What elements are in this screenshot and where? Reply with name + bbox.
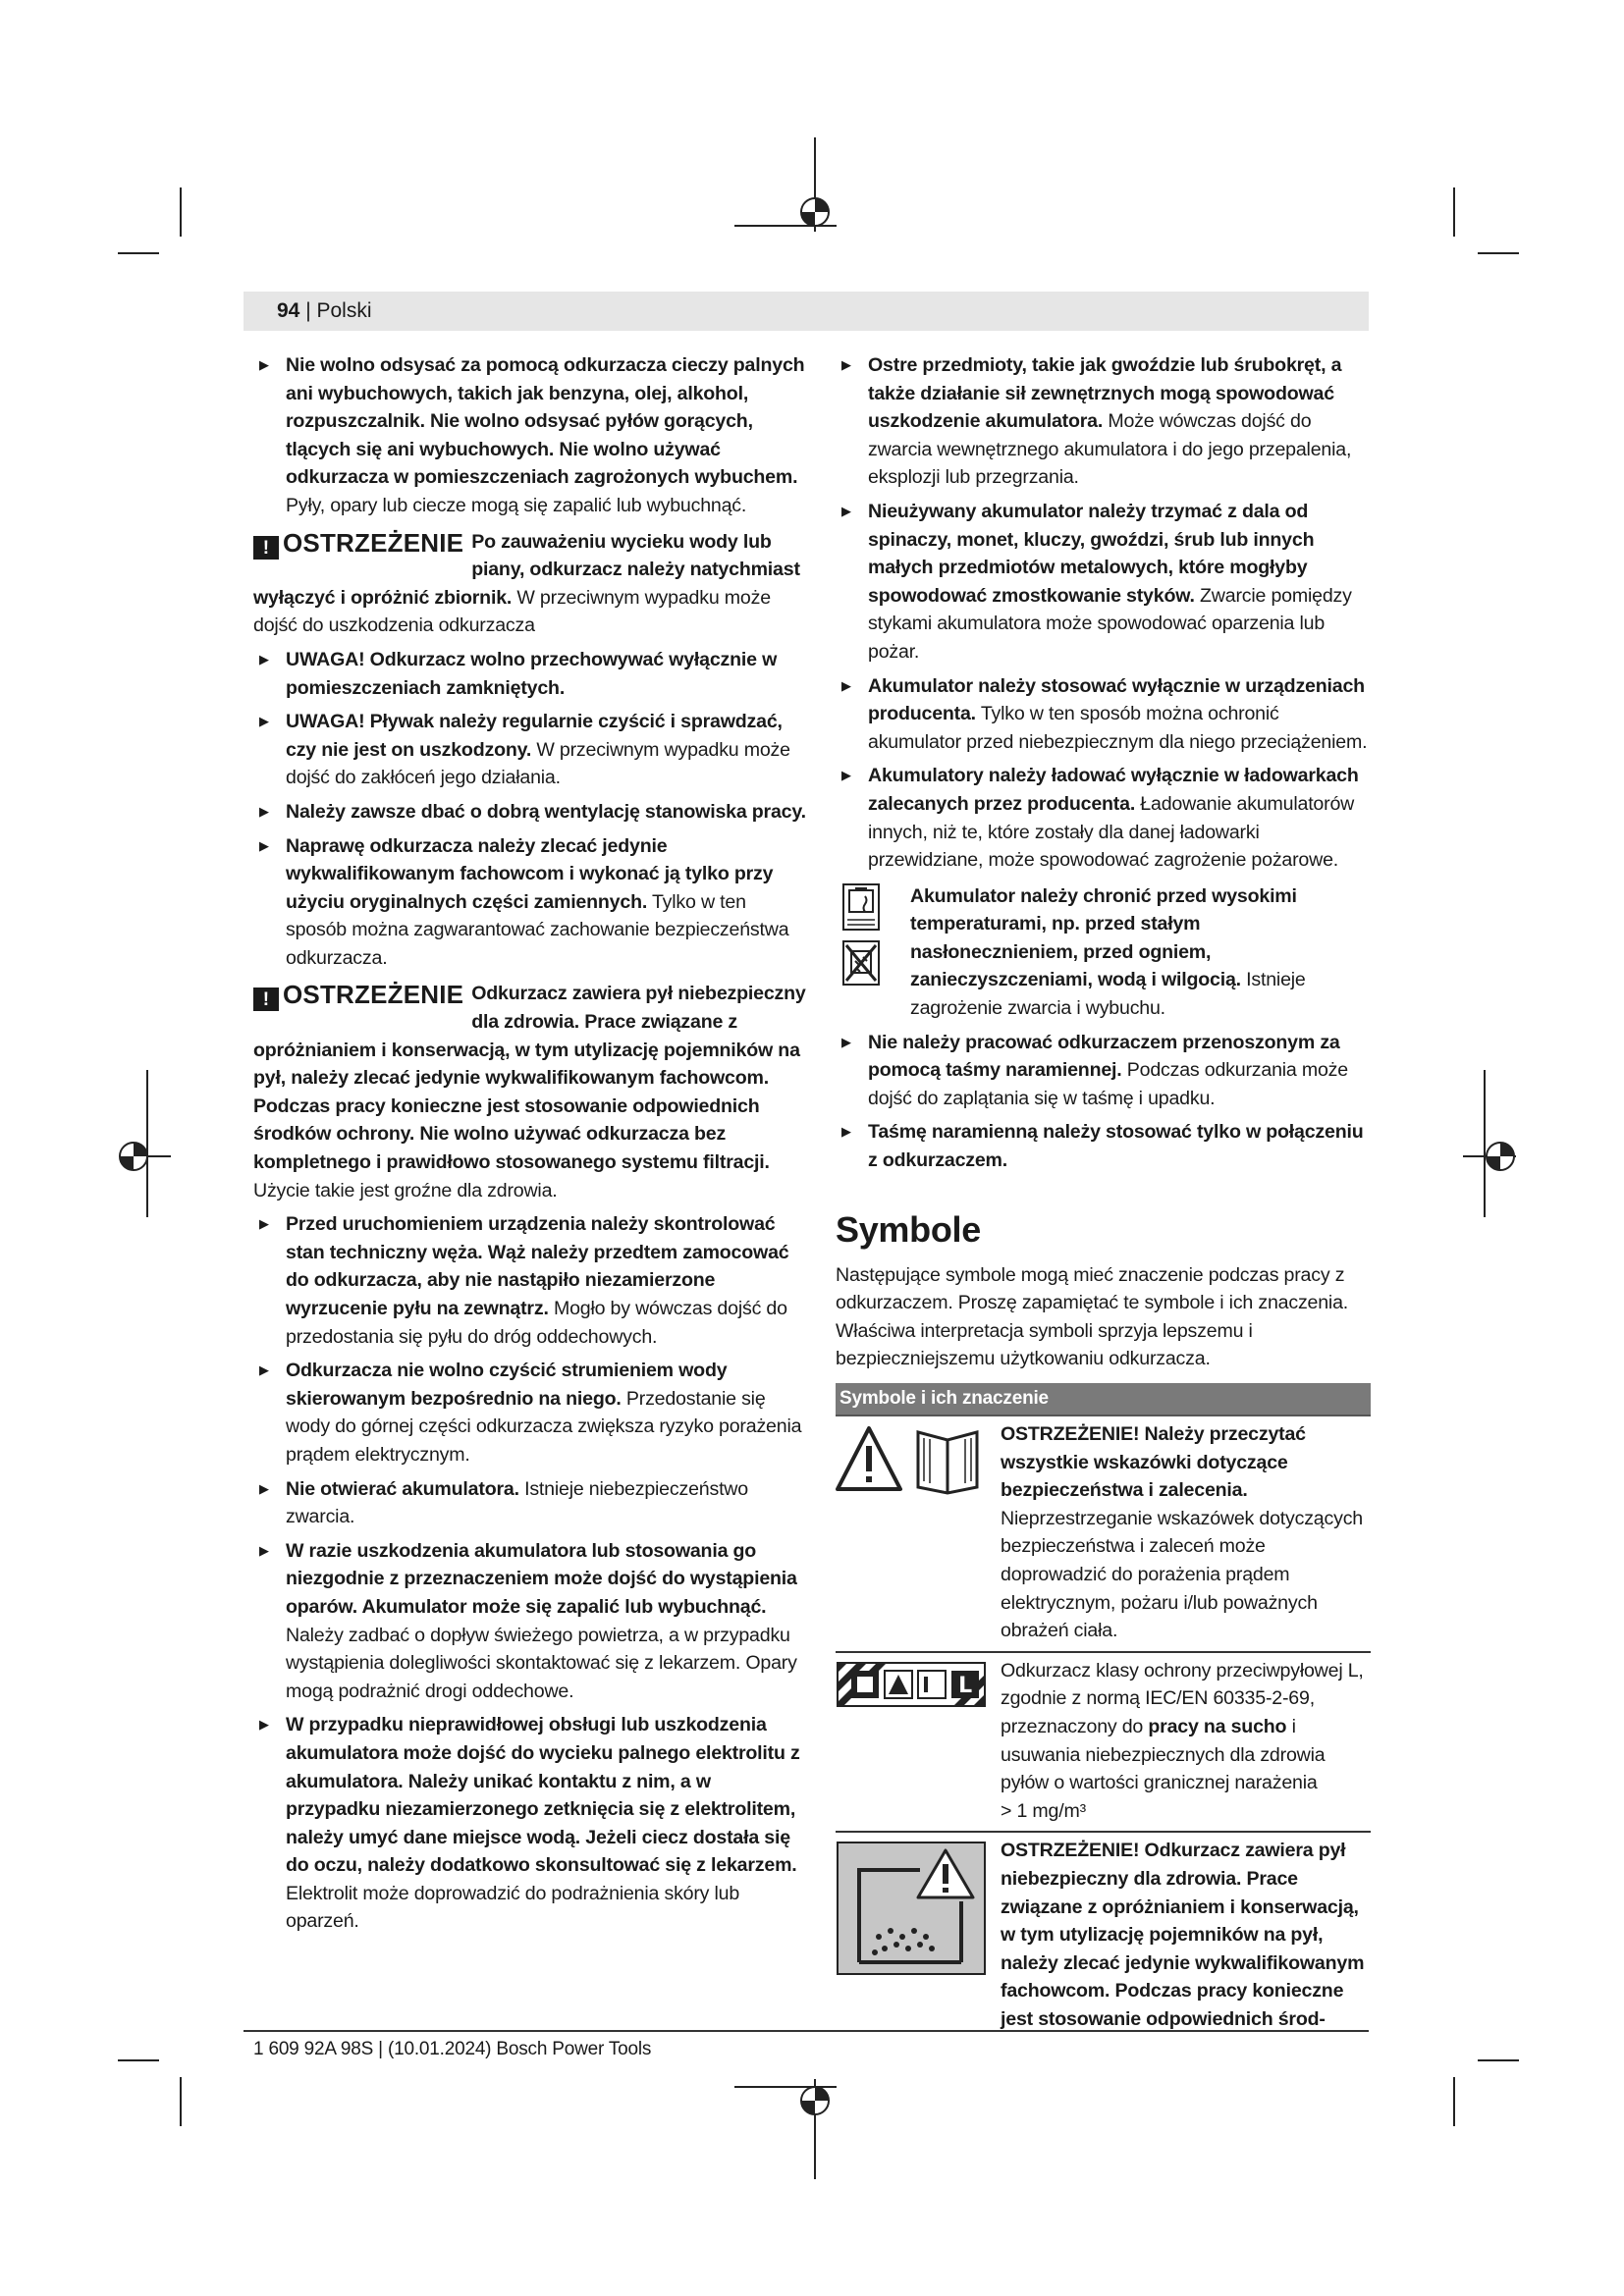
symbol-row (836, 1833, 1371, 2039)
safety-bullet: ▶ UWAGA! Pływak należy regularnie czyścić i sprawdzać, czy nie jest on uszkodzony. W przeciwnym wypadku może dojść do zakłóceń jego działania. (253, 708, 807, 792)
crop-mark (1453, 2077, 1455, 2126)
battery-heat-icon (841, 882, 881, 932)
registration-mark-left (110, 1070, 179, 1247)
symbols-table (836, 1383, 1371, 2039)
warning-triangle-icon: ! (253, 988, 279, 1011)
safety-bullet: ▶ Nie wolno odsysać za pomocą odkurzacza cieczy palnych ani wybuchowych, takich jak benzyna, olej, alkohol, rozpuszczalnik. Nie wolno odsysać pyłów gorących, tlących się ani wybuchowych. Nie wolno używać odkurzacza w pomieszczeniach zagrożonych wybuchem. Pyły, opary lub ciecze mogą się zapalić lub wybuchnąć. (253, 351, 807, 520)
dust-class-letter: L (958, 1673, 972, 1698)
safety-bullet: ▶ Nieużywany akumulator należy trzymać z dala od spinaczy, monet, kluczy, gwoździ, śrub lub innych małych przedmiotów metalowych, które mogłyby spowodować zmostkowanie styków. Zwarcie pomiędzy stykami akumulatora może spowodować oparzenia lub pożar. (836, 498, 1371, 667)
section-title: Symbole (836, 1208, 981, 1250)
safety-bullet: ▶ Nie należy pracować odkurzaczem przenoszonym za pomocą taśmy naramiennej. Podczas odkurzania może dojść do zaplątania się w taśmę i upadku. (836, 1029, 1371, 1113)
symbols-table-header: Symbole i ich znaczenie (836, 1383, 1371, 1416)
battery-no-water-icon (841, 939, 881, 987)
symbol-description: Odkurzacz klasy ochrony przeciwpyłowej L, zgodnie z normą IEC/EN 60335-2-69, przeznaczony do pracy na sucho i usuwania niebezpiecznych dla zdrowia pyłów o wartości granicznej narażenia > 1 mg/m³ (1001, 1657, 1371, 1826)
hazardous-dust-icon (836, 1837, 1001, 2033)
registration-mark-bottom (727, 2071, 903, 2179)
warning-block: ! OSTRZEŻENIE Po zauważeniu wycieku wody lub piany, odkurzacz należy natychmiast wyłączyć i opróżnić zbiornik. W przeciwnym wypadku może dojść do uszkodzenia odkurzacza (253, 527, 800, 637)
safety-bullet: ▶ Naprawę odkurzacza należy zlecać jedynie wykwalifikowanym fachowcom i wykonać ją tylko przy użyciu oryginalnych części zamiennych. Tylko w ten sposób można zagwarantować zachowanie bezpieczeństwa odkurzacza. (253, 832, 807, 973)
warning-label: ! OSTRZEŻENIE (253, 980, 463, 1011)
footer-divider (244, 2030, 1369, 2032)
safety-bullet: ▶ Taśmę naramienną należy stosować tylko w połączeniu z odkurzaczem. (836, 1118, 1371, 1174)
safety-bullet: ▶ W razie uszkodzenia akumulatora lub stosowania go niezgodnie z przeznaczeniem może dojść do wystąpienia oparów. Akumulator może się zapalić lub wybuchnąć. Należy zadbać o dopływ świeżego powietrza, a w przypadku wystąpienia dolegliwości skontaktować się z lekarzem. Opary mogą podrażnić drogi oddechowe. (253, 1537, 807, 1706)
crop-mark (118, 2059, 159, 2061)
safety-bullet: ▶ W przypadku nieprawidłowej obsługi lub uszkodzenia akumulatora może dojść do wycieku palnego elektrolitu z akumulatora. Należy unikać kontaktu z nim, a w przypadku niezamierzonego zetknięcia się z elektrolitem, należy umyć dane miejsce wodą. Jeżeli ciecz dostała się do oczu, należy dodatkowo skonsultować się z lekarzem. Elektrolit może doprowadzić do podrażnienia skóry lub oparzeń. (253, 1711, 807, 1936)
crop-mark (180, 187, 182, 237)
safety-bullet: ▶ Nie otwierać akumulatora. Istnieje niebezpieczeństwo zwarcia. (253, 1475, 807, 1531)
right-column (836, 351, 1371, 2039)
warning-triangle-icon: ! (253, 536, 279, 560)
safety-bullet: ▶ Należy zawsze dbać o dobrą wentylację stanowiska pracy. (253, 798, 807, 827)
symbol-row (836, 1416, 1371, 1653)
registration-mark-top (727, 137, 903, 245)
symbol-description: OSTRZEŻENIE! Odkurzacz zawiera pył niebezpieczny dla zdrowia. Prace związane z opróżnianiem i konserwacją, w tym utylizację pojemników na pył, należy zlecać jedynie wykwalifikowanym fachowcom. Podczas pracy konieczne jest stosowanie odpowiednich środ- (1001, 1840, 1365, 2030)
crop-mark (180, 2077, 182, 2126)
safety-bullet: ▶ Akumulator należy stosować wyłącznie w urządzeniach producenta. Tylko w ten sposób można ochronić akumulator przed niebezpiecznym dla niego przeciążeniem. (836, 672, 1371, 757)
page-number: 94 (277, 299, 300, 322)
page-footer: 1 609 92A 98S | (10.01.2024) Bosch Power Tools (253, 2039, 652, 2059)
safety-bullet: ▶ UWAGA! Odkurzacz wolno przechowywać wyłącznie w pomieszczeniach zamkniętych. (253, 646, 807, 702)
symbols-intro: Następujące symbole mogą mieć znaczenie podczas pracy z odkurzaczem. Proszę zapamiętać te symbole i ich znaczenia. Właściwa interpretacja symboli sprzyja lepszemu i bezpieczniejszemu użytkowaniu odkurzacza. (836, 1263, 1349, 1370)
battery-icons (836, 882, 885, 1023)
warning-read-manual-icon (836, 1420, 1001, 1645)
crop-mark (1453, 187, 1455, 237)
battery-protection-note (836, 882, 1371, 1023)
crop-mark (1478, 252, 1519, 254)
exposure-limit: > 1 mg/m³ (1001, 1799, 1086, 1822)
battery-note-text: Akumulator należy chronić przed wysokimi temperaturami, np. przed stałym nasłonecznieniem, przed ogniem, zanieczyszczeniami, wodą i wilgocią. Istnieje zagrożenie zwarcia i wybuchu. (910, 884, 1306, 1020)
symbol-row (836, 1653, 1371, 1834)
safety-bullet: ▶ Odkurzacza nie wolno czyścić strumieniem wody skierowanym bezpośrednio na niego. Przedostanie się wody do górnej części odkurzacza zwiększa ryzyko porażenia prądem elektrycznym. (253, 1357, 807, 1468)
left-column (253, 351, 807, 1942)
page-header: 94 | Polski (244, 292, 1369, 331)
safety-bullet: ▶ Akumulatory należy ładować wyłącznie w ładowarkach zalecanych przez producenta. Ładowanie akumulatorów innych, niż te, które zostały dla danej ładowarki przewidziane, może spowodować zagrożenie pożarowe. (836, 762, 1371, 874)
warning-block: ! OSTRZEŻENIE Odkurzacz zawiera pył niebezpieczny dla zdrowia. Prace związane z opróżnianiem i konserwacją, w tym utylizację pojemników na pył, należy zlecać jedynie wykwalifikowanym fachowcom. Podczas pracy konieczne jest stosowanie odpowiednich środków ochrony. Nie wolno używać odkurzacza bez kompletnego i prawidłowo stosowanego systemu filtracji. Użycie takie jest groźne dla zdrowia. (253, 980, 806, 1201)
safety-bullet: ▶ Przed uruchomieniem urządzenia należy skontrolować stan techniczny węża. Wąż należy przedtem zamocować do odkurzacza, aby nie nastąpiło niezamierzone wyrzucenie pyłu na zewnątrz. Mogło by wówczas dojść do przedostania się pyłu do dróg oddechowych. (253, 1210, 807, 1351)
crop-mark (118, 252, 159, 254)
dust-class-l-icon (836, 1657, 1001, 1826)
registration-mark-right (1457, 1070, 1526, 1247)
safety-bullet: ▶ Ostre przedmioty, takie jak gwoździe lub śrubokręt, a także działanie sił zewnętrznych mogą spowodować uszkodzenie akumulatora. Może wówczas dojść do zwarcia wewnętrznego akumulatora i do jego przepalenia, eksplozji lub przegrzania. (836, 351, 1371, 492)
crop-mark (1478, 2059, 1519, 2061)
symbol-description: OSTRZEŻENIE! Należy przeczytać wszystkie wskazówki dotyczące bezpieczeństwa i zalecenia. Nieprzestrzeganie wskazówek dotyczących bezpieczeństwa i zaleceń może doprowadzić do porażenia prądem elektrycznym, pożaru i/lub poważnych obrażeń ciała. (1001, 1423, 1363, 1642)
warning-label: ! OSTRZEŻENIE (253, 528, 463, 560)
header-language: Polski (316, 299, 372, 322)
